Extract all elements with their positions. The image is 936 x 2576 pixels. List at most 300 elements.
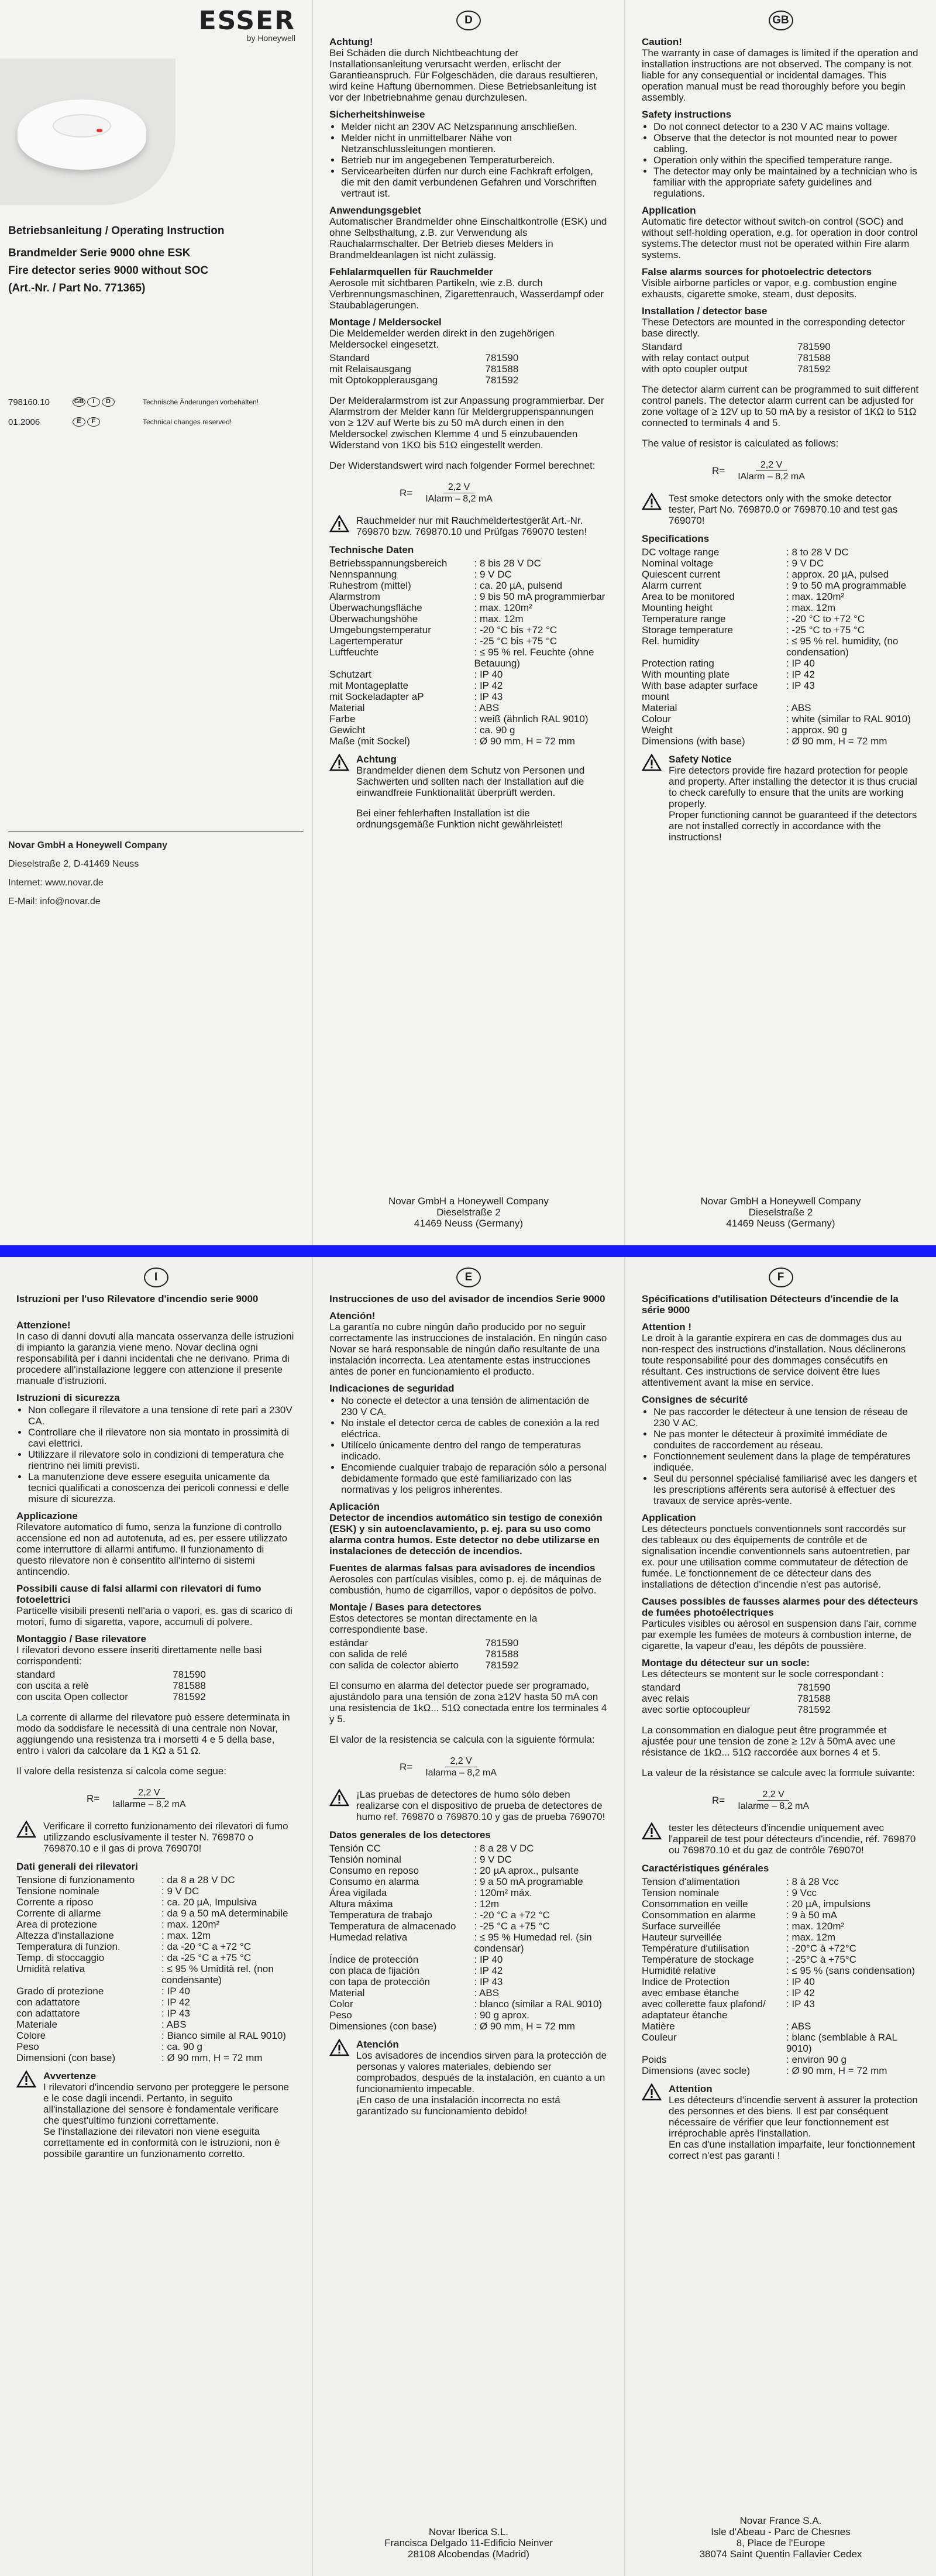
note-text: Proper functioning cannot be guaranteed if the detectors are not installed correctly in accordance with the instructions! (669, 809, 917, 843)
table-cell: Gewicht (329, 724, 366, 736)
section-heading: Instrucciones de uso del avisador de incendios Serie 9000 (329, 1293, 605, 1304)
table-cell: Índice de protección (329, 1954, 419, 1965)
formula-denominator: Ialarma – 8,2 mA (425, 1768, 497, 1778)
section-heading: Istruzioni per l'uso Rilevatore d'incendio serie 9000 (16, 1293, 259, 1304)
table-cell: : ABS (786, 702, 811, 713)
section-heading: Montage du détecteur sur un socle: (642, 1657, 810, 1668)
table-cell: : IP 40 (474, 1954, 503, 1965)
table-cell: : IP 43 (786, 680, 815, 691)
manual-sheet-bottom (0, 1257, 936, 2576)
table-cell: : IP 42 (786, 1987, 815, 1998)
divider (8, 831, 304, 832)
table-cell: : 90 g aprox. (474, 2010, 530, 2021)
table-cell: : approx. 20 µA, pulsed (786, 569, 889, 580)
paragraph: Il valore della resistenza si calcola come segue: (16, 1766, 227, 1777)
table-cell: : -20 °C bis +72 °C (474, 624, 558, 636)
table-cell: With mounting plate (642, 669, 730, 680)
table-cell: : Ø 90 mm, H = 72 mm (474, 2021, 575, 2032)
note-text: Bei einer fehlerhaften Installation ist die ordnungsgemäße Funktion nicht gewährleistet! (356, 808, 563, 830)
table-cell: Tension d'alimentation (642, 1876, 740, 1887)
paragraph: Aerosoles con partículas visibles, como p. ej. de máquinas de combustión, humo de cigarrillos, vapor o depósitos de polvo. (329, 1574, 601, 1596)
table-cell: : -20°C à +72°C (786, 1943, 856, 1954)
spec-table (329, 558, 608, 747)
safety-list (653, 1406, 920, 1506)
section-heading: Causes possibles de fausses alarmes pour des détecteurs de fumées photoélectriques (642, 1596, 918, 1618)
content-it (16, 1293, 295, 2159)
paragraph: Les détecteurs ponctuels conventionnels sont raccordés sur des tableaux ou des équipements de contrôle et de signalisation incendie conventionnels sans autoentretien, par ex. pour une utilisation comme commutateur de détection de fumée. Le fonctionnement de ce détecteur dans des installations de détection d'incendie n'est pas autorisé. (642, 1523, 910, 1590)
warning-icon (329, 1789, 349, 1806)
section-heading: Possibili cause di falsi allarmi con rilevatori di fumo fotoelettrici (16, 1583, 261, 1605)
footer-line: 28108 Alcobendas (Madrid) (408, 2548, 529, 2560)
note-title: Avvertenze (43, 2070, 97, 2082)
table-cell: Consumo en reposo (329, 1865, 419, 1876)
table-cell: Indice de Protection (642, 1976, 730, 1987)
table-cell: : -25°C à +75°C (786, 1954, 856, 1965)
test-note (642, 1822, 920, 1856)
table-cell: : 8 bis 28 V DC (474, 558, 541, 569)
table-cell: DC voltage range (642, 547, 720, 558)
table-cell: : max. 120m² (786, 1921, 845, 1932)
list-item: • Seul du personnel spécialisé familiarisé avec les dangers et les prescriptions afférents sera autorisé à effectuer des travaux de service après-vente. (653, 1473, 920, 1506)
footer-line: Novar GmbH a Honeywell Company (700, 1196, 861, 1207)
spec-table (642, 547, 920, 747)
table-cell: Alarm current (642, 580, 702, 591)
paragraph: The detector alarm current can be programmed to suit different control panels. The detector alarm current can be adjusted for zone voltage of ≥ 12V up to 50 mA by a resistor of 1KΩ to 51Ω connected to terminals 4 and 5. (642, 384, 919, 428)
list-item: • Fonctionnement seulement dans la plage de températures indiquée. (653, 1451, 920, 1473)
list-item: • Observe that the detector is not mounted near to power cabling. (653, 132, 920, 154)
table-cell: Überwachungsfläche (329, 602, 422, 613)
table-cell: standard (642, 1682, 681, 1693)
table-cell: : da 8 a 28 V DC (161, 1874, 235, 1885)
list-item: • La manutenzione deve essere eseguita unicamente da tecnici qualificati a conoscenza dei pericoli connessi e delle misure di sicurezza. (28, 1471, 295, 1505)
formula-fraction (421, 482, 497, 504)
table-cell: : 8 to 28 V DC (786, 547, 849, 558)
warning-icon (329, 515, 349, 533)
table-cell: : da -20 °C a +72 °C (161, 1941, 252, 1952)
table-cell: Température de stockage (642, 1954, 754, 1965)
warning-icon (642, 493, 662, 510)
table-cell: : -20 °C a +72 °C (474, 1909, 550, 1921)
table-cell: mit Montageplatte (329, 680, 409, 691)
table-cell: : 120m² máx. (474, 1887, 532, 1898)
table-cell: : ABS (786, 2021, 811, 2032)
table-cell: : ca. 90 g (161, 2041, 202, 2052)
lang-tags (73, 397, 143, 407)
section-heading: Safety instructions (642, 109, 732, 120)
safety-list (341, 1395, 608, 1495)
formula-fraction (421, 1756, 501, 1778)
table-cell: Peso (16, 2041, 39, 2052)
final-note (642, 754, 920, 843)
list-item: • Betrieb nur im angegebenen Temperaturbereich. (341, 154, 608, 166)
table-cell: Tensión nominal (329, 1854, 401, 1865)
table-cell: : IP 42 (474, 1965, 503, 1976)
section-heading: Atención! (329, 1310, 376, 1321)
table-cell: Colour (642, 713, 672, 724)
paragraph: La corrente di allarme del rilevatore può essere determinata in modo da soddisfare le necessità di una centrale non Novar, aggiungendo una resistenza tra i morsetti 4 e 5 della base, entro i valori da calcolare da 1 KΩ a 51 Ω. (16, 1712, 290, 1756)
resistor-formula (87, 1787, 295, 1810)
table-cell: Surface surveillée (642, 1921, 721, 1932)
table-cell: Lagertemperatur (329, 636, 403, 647)
table-cell: : Bianco simile al RAL 9010) (161, 2030, 286, 2041)
table-cell: : Ø 90 mm, H = 72 mm (786, 2065, 887, 2076)
table-cell: Temp. di stoccaggio (16, 1952, 105, 1963)
resistor-formula (400, 1756, 608, 1778)
spec-table (642, 1876, 920, 2076)
table-cell: 781588 (797, 352, 831, 363)
table-cell: Material (329, 1987, 365, 1998)
table-cell: : 9 à 50 mA (786, 1909, 837, 1921)
table-cell: : max. 120m² (161, 1919, 220, 1930)
table-cell: Dimensioni (con base) (16, 2052, 116, 2063)
table-cell: estándar (329, 1637, 369, 1648)
table-cell: : IP 40 (786, 1976, 815, 1987)
table-cell: : ≤ 95 % (sans condensation) (786, 1965, 916, 1976)
table-cell: : Ø 90 mm, H = 72 mm (474, 736, 575, 747)
content-fr (642, 1293, 920, 2161)
section-heading: Applicazione (16, 1510, 78, 1521)
list-item: • Encomiende cualquier trabajo de reparación sólo a personal debidamente formado que esté familiarizado con las normativas y los peligros inherentes. (341, 1462, 608, 1495)
lang-badge-fr: F (769, 1268, 793, 1287)
table-cell: : da -25 °C a +75 °C (161, 1952, 252, 1963)
column-gb (624, 0, 936, 1245)
table-cell: Storage temperature (642, 624, 733, 636)
footer-gb (625, 1196, 936, 1229)
base-table (329, 352, 608, 386)
table-cell: Area di protezione (16, 1919, 97, 1930)
footer-line: Dieselstraße 2 (748, 1207, 813, 1218)
lang-tag: GB (73, 397, 85, 407)
table-cell: : ca. 90 g (474, 724, 515, 736)
table-cell: 781588 (797, 1693, 831, 1704)
table-cell: con adattatore (16, 1997, 80, 2008)
paragraph: Die Meldemelder werden direkt in den zugehörigen Meldersockel eingesetzt. (329, 328, 555, 350)
table-cell: Materiale (16, 2019, 57, 2030)
separator-band (0, 1245, 936, 1257)
table-cell: : ca. 20 µA, pulsend (474, 580, 563, 591)
section-heading: Application (642, 1512, 696, 1523)
table-cell: with relay contact output (642, 352, 749, 363)
table-cell: : max. 12m (786, 1932, 836, 1943)
paragraph: Le droit à la garantie expirera en cas de dommages dus au non-respect des instructions d'installation. Nous déclinerons toute responsabilité pour des dommages consécutifs en résultant. Ces instructions de service doivent être lues attentivement avant la mise en service. (642, 1332, 906, 1388)
table-cell: : 9 bis 50 mA programmierbar (474, 591, 605, 602)
paragraph: La valeur de la résistance se calcule avec la formule suivante: (642, 1767, 915, 1778)
table-cell: : 20 µA aprox., pulsante (474, 1865, 579, 1876)
formula-lhs: R= (87, 1793, 100, 1804)
table-cell: Humedad relativa (329, 1932, 408, 1943)
table-cell: Tension nominale (642, 1887, 720, 1898)
table-cell: : max. 120m² (474, 602, 532, 613)
section-heading: Montage / Meldersockel (329, 317, 442, 328)
table-cell: : 9 to 50 mA programmable (786, 580, 907, 591)
warning-icon (642, 1822, 662, 1840)
table-cell: Dimensions (avec socle) (642, 2065, 751, 2076)
footer-de (313, 1196, 624, 1229)
table-cell: 781592 (485, 375, 519, 386)
company-email: E-Mail: info@novar.de (8, 897, 101, 906)
paragraph: Estos detectores se montan directamente en la correspondiente base. (329, 1613, 538, 1635)
note-text: tester les détecteurs d'incendie uniquement avec l'appareil de test pour détecteurs d'incendie, réf. 769870 ou 769870.10 et du gaz de contrôle 769070! (669, 1822, 916, 1856)
paragraph: El valor de la resistencia se calcula con la siguiente fórmula: (329, 1734, 595, 1745)
section-heading: Fehlalarmquellen für Rauchmelder (329, 266, 493, 277)
section-heading: Attenzione! (16, 1320, 71, 1331)
table-cell: : approx. 90 g (786, 724, 847, 736)
table-cell: con tapa de protección (329, 1976, 431, 1987)
table-cell: : 9 V DC (161, 1885, 199, 1897)
column-it (0, 1257, 312, 2576)
table-cell: : ≤ 95 % Humedad rel. (sin condensar) (474, 1932, 592, 1954)
note-text: Se l'installazione dei rilevatori non viene eseguita correttamente ed in conformità con le istruzioni, non è possibile garantire un funzionamento corretto. (43, 2126, 280, 2159)
paragraph: Les détecteurs se montent sur le socle correspondant : (642, 1668, 884, 1679)
table-cell: 781588 (485, 1648, 519, 1660)
table-cell: Luftfeuchte (329, 647, 379, 658)
doc-date: 01.2006 (8, 417, 40, 427)
section-heading: Specifications (642, 533, 710, 544)
resistor-formula (400, 482, 608, 504)
section-heading: Spécifications d'utilisation Détecteurs d'incendie de la série 9000 (642, 1293, 899, 1316)
table-cell: : 9 Vcc (786, 1887, 817, 1898)
table-cell: : 9 a 50 mA programable (474, 1876, 583, 1887)
footer-line: 41469 Neuss (Germany) (414, 1218, 524, 1229)
note-title: Atención (356, 2039, 399, 2050)
footer-line: Novar GmbH a Honeywell Company (388, 1196, 549, 1207)
table-cell: Umidità relativa (16, 1963, 85, 1974)
table-cell: : max. 120m² (786, 591, 845, 602)
brand-sub: by Honeywell (246, 33, 295, 43)
list-item: • Operation only within the specified temperature range. (653, 154, 920, 166)
table-cell: : -25 °C to +75 °C (786, 624, 865, 636)
cover-line-4: (Art.-Nr. / Part No. 771365) (8, 282, 146, 294)
warning-icon (642, 2083, 662, 2101)
table-cell: avec relais (642, 1693, 690, 1704)
section-heading: Technische Daten (329, 544, 414, 555)
table-cell: Standard (642, 341, 682, 352)
table-cell: : 9 V DC (474, 1854, 512, 1865)
footer-line: Novar Iberica S.L. (428, 2526, 509, 2537)
table-cell: : -25 °C a +75 °C (474, 1921, 550, 1932)
cover-line-2: Brandmelder Serie 9000 ohne ESK (8, 247, 191, 259)
table-cell: : IP 43 (161, 2008, 190, 2019)
table-cell: : ABS (474, 702, 500, 713)
table-cell: 781590 (485, 352, 519, 363)
content-de (329, 36, 608, 830)
formula-fraction (733, 459, 810, 482)
formula-lhs: R= (400, 1761, 413, 1773)
note-text: ¡Las pruebas de detectores de humo sólo deben realizarse con el dispositivo de prueba de detectores de humo ref. 769870 o 769870.10 y gas de prueba 769070! (356, 1789, 605, 1822)
list-item: • Do not connect detector to a 230 V AC mains voltage. (653, 121, 920, 132)
resistor-formula (712, 459, 920, 482)
table-cell: : -25 °C bis +75 °C (474, 636, 558, 647)
section-heading: Consignes de sécurité (642, 1394, 748, 1405)
cover-line-3: Fire detector series 9000 without SOC (8, 265, 209, 277)
table-cell: 781588 (173, 1680, 206, 1691)
table-cell: Tensione di funzionamento (16, 1874, 135, 1885)
table-cell: With base adapter surface mount (642, 680, 758, 702)
table-cell: Color (329, 1998, 353, 2010)
table-cell: standard (16, 1669, 56, 1680)
formula-denominator: IAlarm – 8,2 mA (738, 472, 805, 482)
detector-photo (0, 59, 176, 205)
table-cell: : IP 42 (786, 669, 815, 680)
code-row (8, 392, 304, 412)
table-cell: con placa de fijación (329, 1965, 420, 1976)
table-cell: con uscita a relè (16, 1680, 89, 1691)
paragraph: El consumo en alarma del detector puede ser programado, ajustándolo para una tensión de zona ≥12V hasta 50 mA con una resistencia de 1kΩ... 51Ω conectada entre los terminales 4 y 5. (329, 1680, 607, 1725)
table-cell: Mounting height (642, 602, 713, 613)
table-cell: : 8 a 28 V DC (474, 1843, 534, 1854)
table-cell: : IP 43 (786, 1998, 815, 2010)
test-note (16, 1821, 295, 1854)
table-cell: : ca. 20 µA, Impulsiva (161, 1897, 257, 1908)
table-cell: Farbe (329, 713, 356, 724)
table-cell: Rel. humidity (642, 636, 700, 647)
table-cell: avec collerette faux plafond/ adaptateur étanche (642, 1998, 766, 2021)
note-title: Achtung (356, 754, 397, 765)
detector-chamber (53, 114, 111, 138)
section-heading: Montaggio / Base rilevatore (16, 1633, 146, 1644)
table-cell: con salida de colector abierto (329, 1660, 459, 1671)
paragraph: La consommation en dialogue peut être programmée et ajustée pour une tension de zone ≥ 12v à 50mA avec une résistance de 1kΩ... 51Ω raccordée aux bornes 4 et 5. (642, 1725, 896, 1758)
section-heading: Indicaciones de seguridad (329, 1383, 455, 1394)
table-cell: mit Sockeladapter aP (329, 691, 424, 702)
lang-badge-gb: GB (769, 11, 793, 30)
change-note: Technische Änderungen vorbehalten! (143, 398, 259, 406)
table-cell: : 9 V DC (474, 569, 512, 580)
table-cell: con adattatore (16, 2008, 80, 2019)
section-heading: Caractéristiques générales (642, 1863, 769, 1874)
section-heading: Aplicación (329, 1501, 380, 1512)
manual-sheet-top (0, 0, 936, 1245)
table-cell: Nominal voltage (642, 558, 713, 569)
table-cell: : 12m (474, 1898, 500, 1909)
table-cell: : ≤ 95 % rel. Feuchte (ohne Betauung) (474, 647, 594, 669)
lang-tag: I (87, 397, 100, 407)
formula-denominator: IAlarm – 8,2 mA (425, 494, 493, 504)
list-item: • Ne pas raccorder le détecteur à une tension de réseau de 230 V AC. (653, 1406, 920, 1428)
paragraph: Bei Schäden die durch Nichtbeachtung der Installationsanleitung verursacht werden, erlischt der Garantieanspruch. Für Folgeschäden, die daraus resultieren, wird keine Haftung übernommen. Diese Betriebsanleitung ist vor der Inbetriebnahme genau durchzulesen. (329, 47, 598, 103)
list-item: • Melder nicht an 230V AC Netzspannung anschließen. (341, 121, 608, 132)
table-cell: Área vigilada (329, 1887, 387, 1898)
warning-icon (329, 2039, 349, 2056)
detector-led (97, 129, 102, 132)
spec-table (16, 1874, 295, 2063)
table-cell: : blanc (semblable à RAL 9010) (786, 2032, 897, 2054)
table-cell: : max. 12m (474, 613, 524, 624)
formula-lhs: R= (712, 465, 725, 476)
section-heading: Attention ! (642, 1321, 691, 1332)
list-item: • No instale el detector cerca de cables de conexión a la red eléctrica. (341, 1417, 608, 1440)
section-heading: Montaje / Bases para detectores (329, 1602, 481, 1613)
footer-line: Dieselstraße 2 (436, 1207, 501, 1218)
paragraph: Detector de incendios automático sin testigo de conexión (ESK) y sin autoenclavamiento, p. ej. para su uso como alarma contra humos. Este detector no debe utilizarse en instalaciones de detección de incendios. (329, 1512, 603, 1557)
paragraph: Particelle visibili presenti nell'aria o vapori, es. gas di scarico di motori, fumo di sigaretta, vapore, accumuli di polvere. (16, 1605, 292, 1627)
section-heading: Achtung! (329, 36, 373, 47)
lang-tag: F (87, 417, 100, 427)
table-cell: Consumo en alarma (329, 1876, 419, 1887)
table-cell: Matière (642, 2021, 675, 2032)
footer-line: 38074 Saint Quentin Fallavier Cedex (699, 2548, 862, 2560)
base-table (642, 1682, 920, 1715)
list-item: • Servicearbeiten dürfen nur durch eine Fachkraft erfolgen, die mit den damit verbundenen Gefahren und Vorschriften vertraut ist. (341, 166, 608, 199)
table-cell: with opto coupler output (642, 363, 748, 375)
formula-numerator: 2,2 V (443, 482, 474, 493)
table-cell: : IP 43 (474, 691, 503, 702)
test-note (642, 493, 920, 526)
table-cell: : IP 40 (161, 1986, 190, 1997)
paragraph: Der Melderalarmstrom ist zur Anpassung programmierbar. Der Alarmstrom der Melder kann für Meldergruppenspannungen von ≥ 12V auf Werte bis zu 50 mA durch einen in den Meldersockel zwischen Klemme 4 und 5 einzubauenden Widerstand von 1KΩ bis 51Ω eingestellt werden. (329, 395, 604, 451)
table-cell: : 8 à 28 Vcc (786, 1876, 839, 1887)
table-cell: : environ 90 g (786, 2054, 847, 2065)
table-cell: Standard (329, 352, 370, 363)
table-cell: Schutzart (329, 669, 371, 680)
table-cell: con salida de relé (329, 1648, 408, 1660)
table-cell: : IP 40 (474, 669, 503, 680)
footer-line: Novar France S.A. (739, 2515, 822, 2526)
company-address: Dieselstraße 2, D-41469 Neuss (8, 859, 139, 869)
lang-tag: D (102, 397, 115, 407)
lang-tags (73, 417, 143, 427)
table-cell: avec embase étanche (642, 1987, 739, 1998)
table-cell: : -20 °C to +72 °C (786, 613, 865, 624)
list-item: • Melder nicht in unmittelbarer Nähe von Netzanschlussleitungen montieren. (341, 132, 608, 154)
test-note (329, 1789, 608, 1822)
table-cell: Poids (642, 2054, 667, 2065)
table-cell: : max. 12m (161, 1930, 211, 1941)
table-cell: Nennspannung (329, 569, 397, 580)
paragraph: I rilevatori devono essere inseriti direttamente nelle basi corrispondenti: (16, 1644, 262, 1667)
column-de (312, 0, 624, 1245)
footer-es (313, 2526, 624, 2560)
table-cell: : ≤ 95 % Umidità rel. (non condensante) (161, 1963, 274, 1986)
note-text: Rauchmelder nur mit Rauchmeldertestgerät Art.-Nr. 769870 bzw. 769870.10 und Prüfgas 769070 testen! (356, 515, 587, 537)
table-cell: Dimensiones (con base) (329, 2021, 437, 2032)
list-item: • The detector may only be maintained by a technician who is familiar with the appropriate safety guidelines and regulations. (653, 166, 920, 199)
note-text: ¡En caso de una instalación incorrecta no está garantizado su funcionamiento debido! (356, 2094, 560, 2117)
cover-line-1: Betriebsanleitung / Operating Instruction (8, 225, 225, 237)
table-cell: Umgebungstemperatur (329, 624, 431, 636)
base-table (329, 1637, 608, 1671)
table-cell: : weiß (ähnlich RAL 9010) (474, 713, 589, 724)
paragraph: These Detectors are mounted in the corresponding detector base directly. (642, 317, 905, 339)
note-text: En cas d'une installation imparfaite, leur fonctionnement correct n'est pas garanti ! (669, 2139, 915, 2161)
section-heading: Anwendungsgebiet (329, 205, 421, 216)
final-note (329, 754, 608, 830)
section-heading: Application (642, 205, 696, 216)
paragraph: In caso di danni dovuti alla mancata osservanza delle istruzioni di impianto la garanzia viene meno. Novar declina ogni responsabilità per i danni incidentali che ne derivano. Prima di procedere all'installazione leggere con attenzione il presente manuale d'istruzioni. (16, 1331, 294, 1386)
document-codes (8, 392, 304, 432)
note-text: Los avisadores de incendios sirven para la protección de personas y valores materiales, debiendo ser comprobados, después de la instalación, en cuanto a un funcionamiento impecable. (356, 2050, 607, 2094)
table-cell: Tensión CC (329, 1843, 381, 1854)
formula-numerator: 2,2 V (758, 1789, 789, 1801)
section-heading: Datos generales de los detectores (329, 1829, 491, 1840)
base-table (16, 1669, 295, 1702)
footer-fr (625, 2515, 936, 2560)
list-item: • Ne pas monter le détecteur à proximité immédiate de conduites de raccordement au réseau. (653, 1428, 920, 1451)
table-cell: Temperatura de trabajo (329, 1909, 432, 1921)
table-cell: Temperature range (642, 613, 726, 624)
lang-badge-es: E (456, 1268, 481, 1287)
company-internet: Internet: www.novar.de (8, 878, 104, 888)
paragraph: Visible airborne particles or vapor, e.g. combustion engine exhausts, cigarette smoke, steam, dust deposits. (642, 277, 897, 300)
formula-fraction (733, 1789, 814, 1812)
formula-numerator: 2,2 V (445, 1756, 476, 1767)
table-cell: 781592 (797, 363, 831, 375)
table-cell: Area to be monitored (642, 591, 735, 602)
table-cell: : max. 12m (786, 602, 836, 613)
table-cell: Alarmstrom (329, 591, 380, 602)
final-note (329, 2039, 608, 2117)
resistor-formula (712, 1789, 920, 1812)
